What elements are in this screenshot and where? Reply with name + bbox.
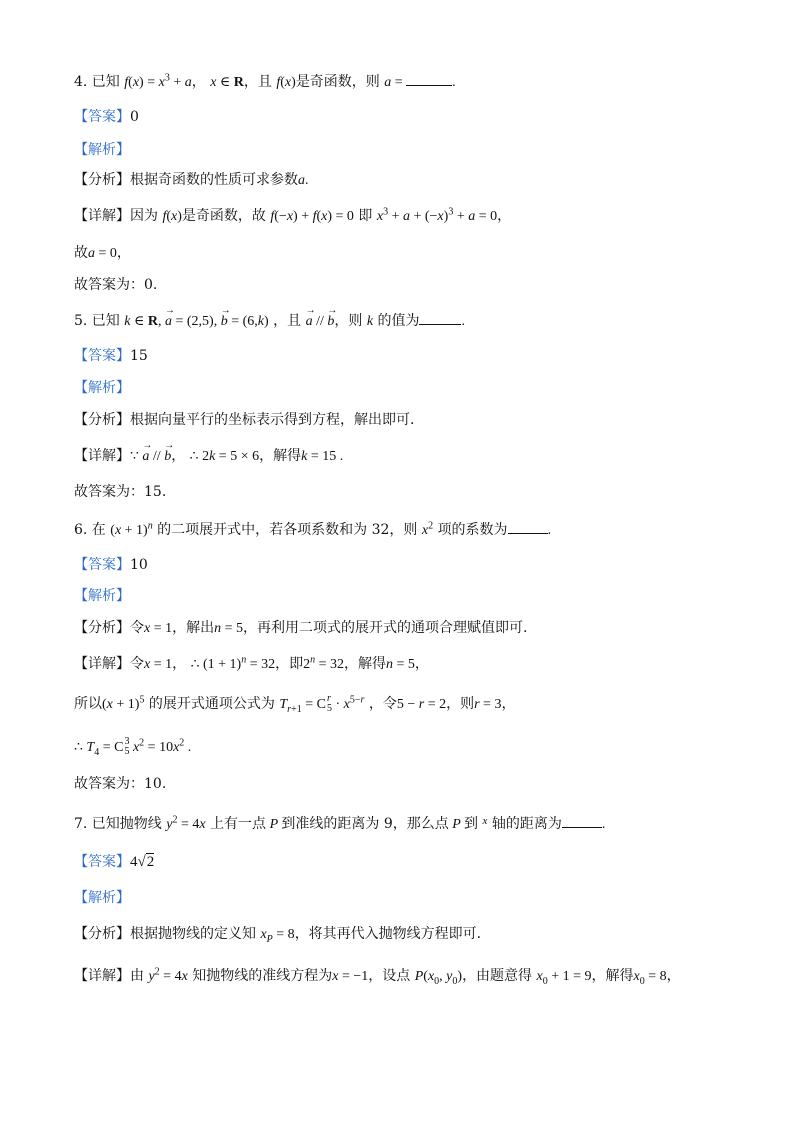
q7-prompt: 7. 已知抛物线 $y^2 = 4x$ 上有一点 P 到准线的距离为 9，那么点 P 到 $^x$ 轴的距离为 . [74,814,606,832]
q6-fenxi: 【分析】令x = 1，解出n = 5，再利用二项式的展开式的通项合理赋值即可. [74,620,528,636]
answer-label: 【答案】 [74,109,130,125]
q6-formula: 所以$(x + 1)^5$ 的展开式通项公式为 $T_{r+1} = C$ r 5 · $x^{5-r}$ ，令5 − r = 2，则r = 3， [74,693,516,715]
q6-result: ∴ $T_4 = C$ 3 5 $x^2 = 10x^2$ . [74,736,192,758]
answer-blank [419,312,461,325]
q5-fenxi: 【分析】根据向量平行的坐标表示得到方程，解出即可. [74,412,415,428]
q6-final: 故答案为：10. [74,776,167,792]
q5-final: 故答案为：15. [74,484,167,500]
q4-analysis-heading: 【解析】 [74,142,130,158]
q6-answer: 【答案】10 [74,557,148,573]
q5-analysis-heading: 【解析】 [74,380,130,396]
q6-prompt: 6. 在 $(x + 1)^n$ 的二项展开式中，若各项系数和为 32，则 $x^2$ 项的系数为 . [74,520,552,538]
q4-final: 故答案为：0. [74,277,158,293]
q4-detail: 【详解】因为 f(x)是奇函数，故 f(−x) + f(x) = 0 即 $x^3 + a + (-x)^3 + a = 0$， [74,206,512,224]
q4-prompt: 4. 已知 $f(x) = x^3 + a$， x ∈ R，且 f(x)是奇函数，则 a = . [74,72,456,90]
answer-blank [562,815,602,828]
q5-detail: 【详解】∵ a → // b →， ∴ 2k = 5 × 6，解得k = 15 . [74,446,343,467]
q4-answer [74,107,139,127]
answer-blank [508,521,548,534]
q7-answer: 【答案】4√2 [74,854,155,870]
q4-fenxi: 【分析】根据奇函数的性质可求参数a. [74,172,309,188]
q7-detail: 【详解】由 $y^2 = 4x$ 知抛物线的准线方程为x = −1，设点 $P(x_0$, $y_0$)，由题意得 $x_0 + 1 = 9$，解得$x_0 = 8$， [74,966,681,987]
answer-value: 0 [130,109,139,125]
q4-conclusion: 故a = 0， [74,245,131,261]
q6-analysis-heading: 【解析】 [74,588,130,604]
q7-fenxi: 【分析】根据抛物线的定义知 $x_P = 8$，将其再代入抛物线方程即可. [74,926,482,945]
q5-answer: 【答案】15 [74,348,148,364]
answer-blank [406,73,452,86]
q5-prompt: 5. 已知 k ∈ R, a → = (2,5), b → = (6,k) ，且 a → // b →，则 k 的值为 . [74,311,465,332]
q4-prompt-text: 4. 已知 [74,74,120,90]
q6-detail: 【详解】令x = 1， ∴ $(1 + 1)^n = 32$，即$2^n = 32$，解得n = 5， [74,654,429,672]
q7-analysis-heading: 【解析】 [74,890,130,906]
